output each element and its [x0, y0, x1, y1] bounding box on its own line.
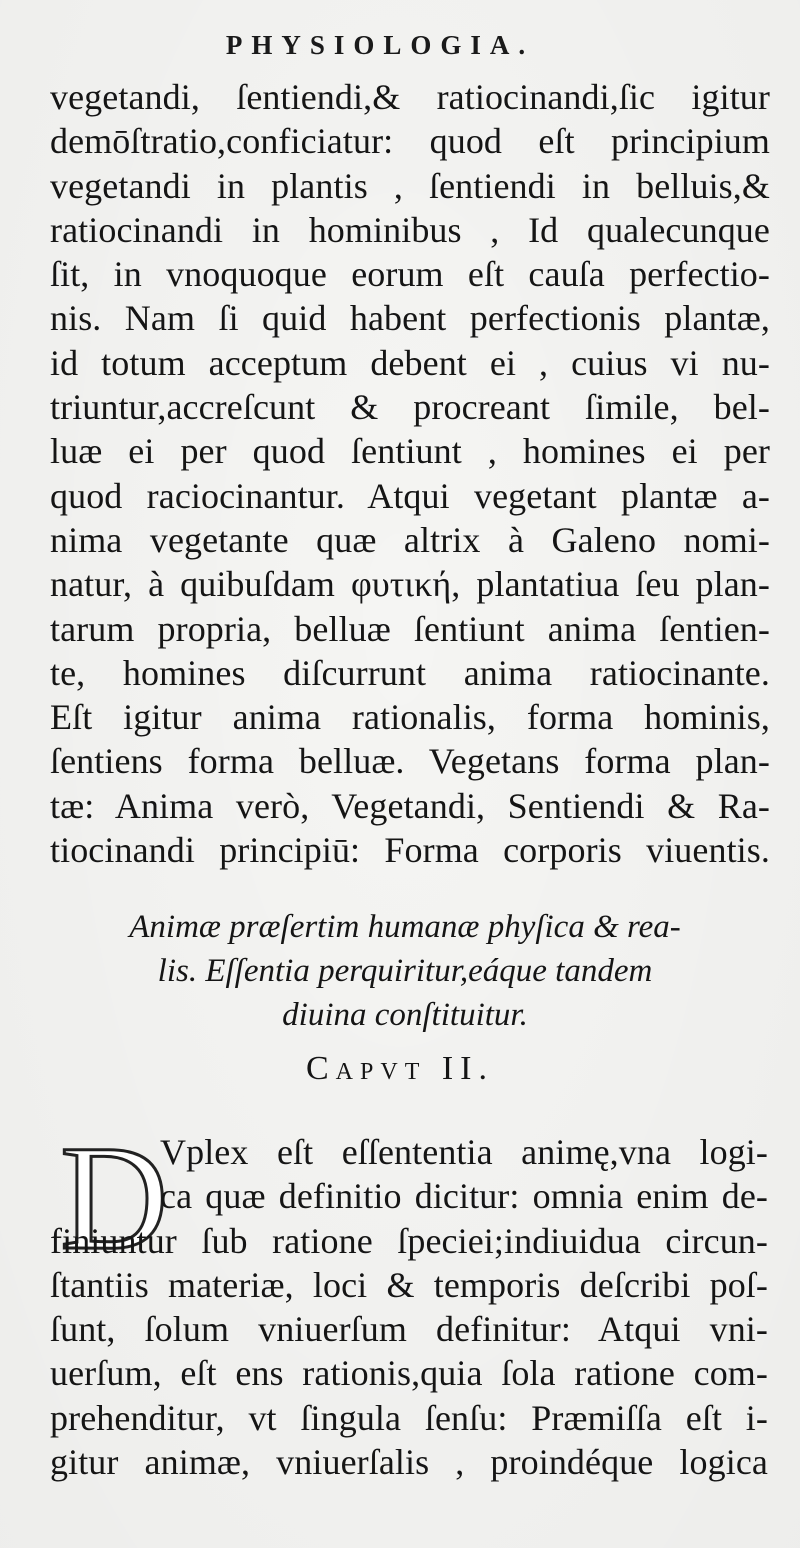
running-head: PHYSIOLOGIA.: [225, 30, 535, 60]
text-line: ſit, in vnoquoque eorum eſt cauſa perfectio-: [50, 254, 770, 295]
chapter-heading: [40, 905, 770, 1037]
text-line: nima vegetante quæ altrix à Galeno nomi-: [50, 519, 770, 560]
text-line: ſentiens forma belluæ. Vegetans forma plan-: [50, 741, 770, 782]
heading-line: lis. Eſſentia perquiritur,eáque tandem: [157, 953, 653, 989]
text-line: prehenditur, vt ſingula ſenſu: Præmiſſa eſt i-: [50, 1397, 768, 1438]
body-paragraph-2: [50, 1130, 768, 1484]
text-line: triuntur,accreſcunt & procreant ſimile, bel-: [50, 387, 770, 428]
text-line: demōſtratio,conficiatur: quod eſt principium: [50, 121, 770, 162]
text-line: natur, à quibuſdam φυτική, plantatiua ſeu plan-: [50, 564, 770, 605]
text-line: tarum propria, belluæ ſentiunt anima ſentien-: [50, 608, 770, 649]
chapter-number: Capvt II.: [306, 1050, 494, 1087]
text-line: uerſum, eſt ens rationis,quia ſola ratione com-: [50, 1353, 768, 1394]
heading-line: diuina conſtituitur.: [282, 997, 528, 1033]
body-paragraph-1: [50, 75, 770, 872]
drop-cap-letter: D: [60, 1115, 169, 1281]
text-line: nis. Nam ſi quid habent perfectionis plantæ,: [50, 298, 770, 339]
text-line: ca quæ definitio dicitur: omnia enim de-: [160, 1176, 768, 1217]
text-line: gitur animæ, vniuerſalis , proindéque logica: [50, 1442, 768, 1483]
heading-line: Animæ præſertim humanæ phyſica & rea-: [129, 909, 681, 945]
text-line: ſtantiis materiæ, loci & temporis deſcribi poſ-: [50, 1264, 768, 1305]
text-line: te, homines diſcurrunt anima ratiocinante.: [50, 652, 770, 693]
text-line: vegetandi, ſentiendi,& ratiocinandi,ſic igitur: [50, 77, 770, 117]
text-line: tiocinandi principiū: Forma corporis viuentis.: [50, 830, 770, 871]
text-line: Eſt igitur anima rationalis, forma hominis,: [50, 697, 770, 738]
text-line: tæ: Anima verò, Vegetandi, Sentiendi & Ra-: [50, 785, 770, 826]
text-line: quod raciocinantur. Atqui vegetant plantæ a-: [50, 475, 770, 516]
text-line: ratiocinandi in hominibus , Id qualecunque: [50, 209, 770, 250]
text-line: Vplex eſt eſſententia animę,vna logi-: [160, 1132, 768, 1172]
text-line: finiuntur ſub ratione ſpeciei;indiuidua circun-: [50, 1220, 768, 1261]
text-line: ſunt, ſolum vniuerſum definitur: Atqui vni-: [50, 1309, 768, 1350]
text-line: luæ ei per quod ſentiunt , homines ei per: [50, 431, 770, 472]
text-line: vegetandi in plantis , ſentiendi in belluis,&: [50, 165, 770, 206]
text-line: id totum acceptum debent ei , cuius vi nu-: [50, 342, 770, 383]
